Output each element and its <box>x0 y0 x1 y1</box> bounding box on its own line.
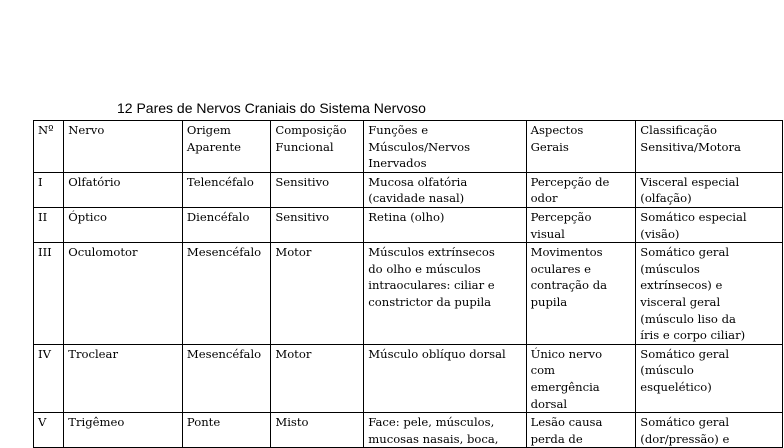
document-title: 12 Pares de Nervos Craniais do Sistema Nervoso <box>117 100 426 116</box>
table-cell: Óptico <box>64 207 183 242</box>
table-cell: Diencéfalo <box>182 207 270 242</box>
table-cell: V <box>34 413 64 448</box>
table-cell: Ponte <box>182 413 270 448</box>
table-cell: III <box>34 243 64 345</box>
table-cell: II <box>34 207 64 242</box>
table-cell: Somático geral (dor/pressão) e <box>636 413 783 448</box>
table-row <box>34 207 783 242</box>
table-cell: Percepção visual <box>526 207 636 242</box>
table-cell: Único nervo com emergência dorsal <box>526 344 636 412</box>
table-cell: Motor <box>271 243 364 345</box>
table-cell: Sensitivo <box>271 207 364 242</box>
table-cell: Face: pele, músculos, mucosas nasais, boca, <box>364 413 526 448</box>
header-cell: Nº <box>34 121 64 173</box>
table-cell: Motor <box>271 344 364 412</box>
table-cell: I <box>34 172 64 207</box>
header-cell: Funções e Músculos/Nervos Inervados <box>364 121 526 173</box>
table-cell: Olfatório <box>64 172 183 207</box>
table-cell: Sensitivo <box>271 172 364 207</box>
table-cell: Percepção de odor <box>526 172 636 207</box>
cranial-nerves-table <box>33 120 783 448</box>
table-row <box>34 243 783 345</box>
header-cell: Aspectos Gerais <box>526 121 636 173</box>
table-cell: Misto <box>271 413 364 448</box>
table-cell: Lesão causa perda de <box>526 413 636 448</box>
table-row <box>34 344 783 412</box>
table-cell: Trigêmeo <box>64 413 183 448</box>
table-cell: Mucosa olfatória (cavidade nasal) <box>364 172 526 207</box>
table-cell: IV <box>34 344 64 412</box>
table-cell: Telencéfalo <box>182 172 270 207</box>
header-cell: Origem Aparente <box>182 121 270 173</box>
table-cell: Somático geral (músculo esquelético) <box>636 344 783 412</box>
table-cell: Mesencéfalo <box>182 243 270 345</box>
header-cell: Classificação Sensitiva/Motora <box>636 121 783 173</box>
table-cell: Visceral especial (olfação) <box>636 172 783 207</box>
table-cell: Músculos extrínsecos do olho e músculos intraoculares: ciliar e constrictor da pupila <box>364 243 526 345</box>
table-cell: Somático geral (músculos extrínsecos) e visceral geral (músculo liso da íris e corpo ciliar) <box>636 243 783 345</box>
table-cell: Músculo oblíquo dorsal <box>364 344 526 412</box>
table-cell: Oculomotor <box>64 243 183 345</box>
table-header-row <box>34 121 783 173</box>
header-cell: Nervo <box>64 121 183 173</box>
table-cell: Somático especial (visão) <box>636 207 783 242</box>
table-cell: Retina (olho) <box>364 207 526 242</box>
table-cell: Mesencéfalo <box>182 344 270 412</box>
table-cell: Troclear <box>64 344 183 412</box>
header-cell: Composição Funcional <box>271 121 364 173</box>
table-row <box>34 413 783 448</box>
table-cell: Movimentos oculares e contração da pupila <box>526 243 636 345</box>
table-row <box>34 172 783 207</box>
